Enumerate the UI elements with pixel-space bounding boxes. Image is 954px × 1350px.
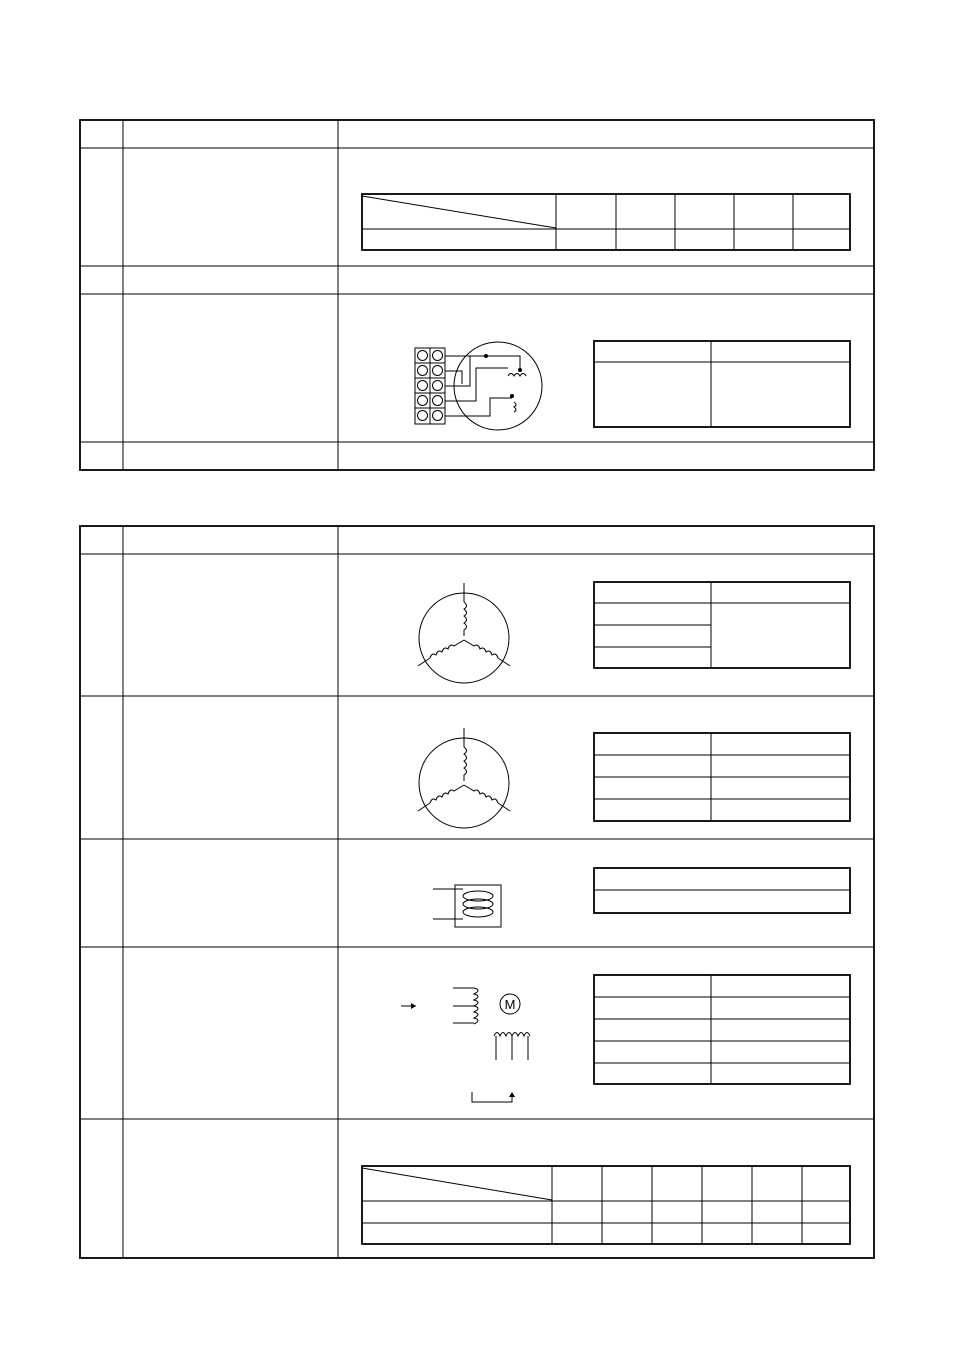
lower-table	[80, 526, 874, 1258]
resistance-subtable-1	[362, 194, 850, 250]
subtable-lower-row-3	[594, 868, 850, 913]
three-phase-motor-diagram-2	[418, 728, 510, 828]
motor-letter: M	[504, 997, 516, 1012]
coil-diagram	[433, 885, 501, 927]
subtable-row-3	[594, 341, 850, 427]
connector-motor-diagram	[415, 342, 542, 430]
subtable-lower-row-1	[594, 582, 850, 668]
upper-table	[80, 120, 874, 470]
resistance-subtable-2	[362, 1166, 850, 1244]
subtable-lower-row-4	[594, 975, 850, 1084]
three-phase-motor-diagram-1	[418, 583, 510, 683]
subtable-lower-row-2	[594, 733, 850, 821]
